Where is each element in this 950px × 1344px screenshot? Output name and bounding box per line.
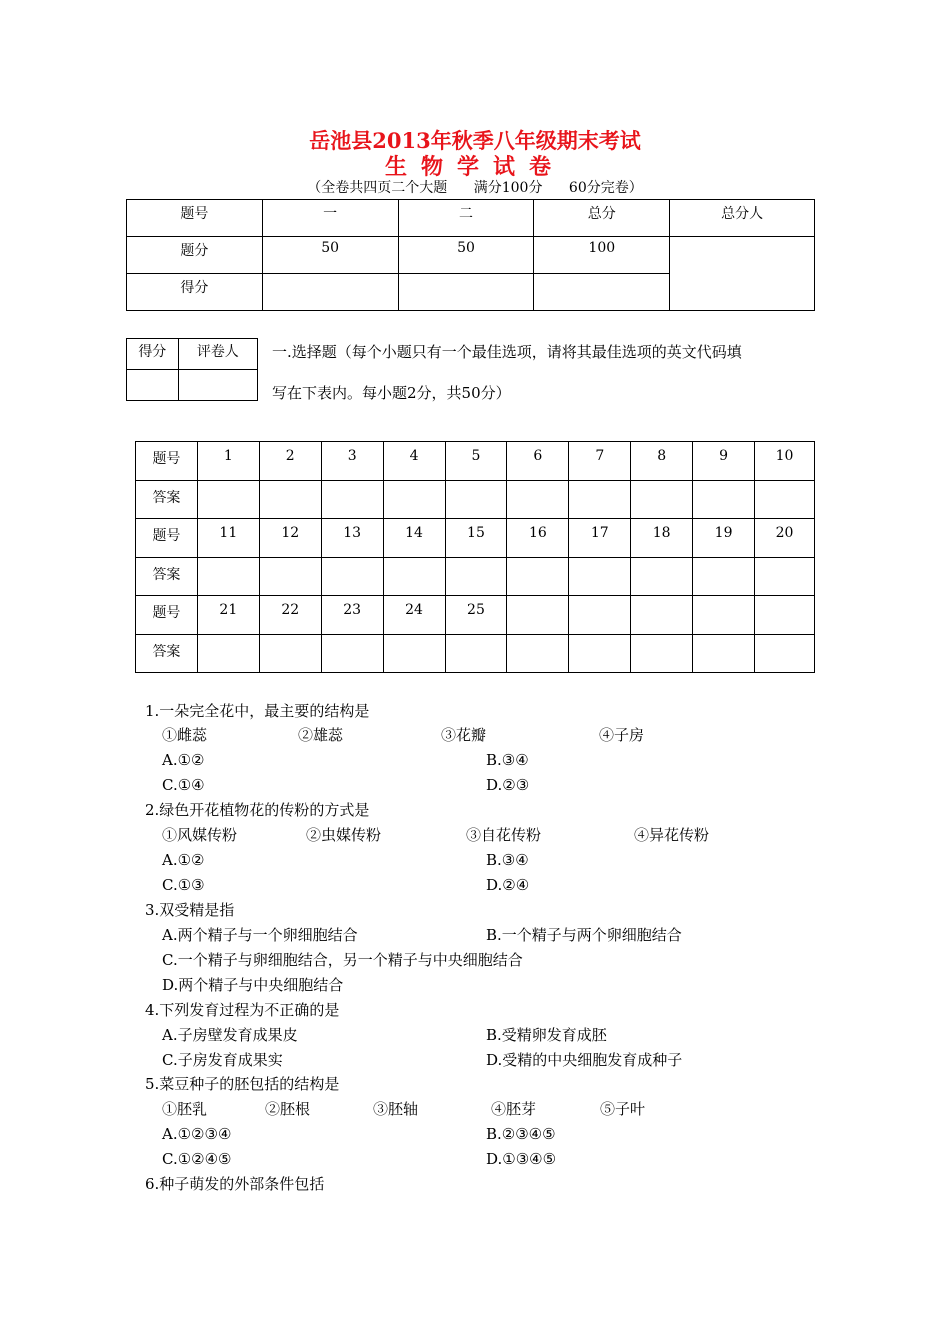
- question-5-stem: 5.菜豆种子的胚包括的结构是: [145, 1075, 340, 1093]
- question-3-stem: 3.双受精是指: [145, 901, 235, 919]
- question-3-option-c[interactable]: C.一个精子与卵细胞结合，另一个精子与中央细胞结合: [162, 951, 523, 969]
- table-cell: 总分人: [670, 200, 815, 237]
- question-5-option-c[interactable]: C.①②④⑤: [162, 1150, 232, 1168]
- answer-cell[interactable]: [569, 557, 631, 596]
- question-number-cell: 20: [755, 519, 815, 558]
- question-3-option-a[interactable]: A.两个精子与一个卵细胞结合: [162, 926, 358, 944]
- exam-subject-title: 生物学试卷: [384, 154, 565, 180]
- exam-title: 岳池县2013年秋季八年级期末考试: [309, 128, 641, 153]
- answer-cell[interactable]: [321, 557, 383, 596]
- question-1-item: ①雌蕊: [162, 726, 208, 744]
- table-row: [136, 519, 815, 558]
- question-4-option-d[interactable]: D.受精的中央细胞发育成种子: [486, 1051, 683, 1069]
- question-number-cell: 3: [321, 442, 383, 481]
- question-4-option-a[interactable]: A.子房壁发育成果皮: [162, 1026, 298, 1044]
- answer-cell[interactable]: [693, 634, 755, 673]
- table-row: [127, 237, 815, 274]
- question-number-cell: 11: [197, 519, 259, 558]
- table-cell: 题号: [127, 200, 263, 237]
- question-2-option-b[interactable]: B.③④: [486, 851, 529, 869]
- question-number-cell: 13: [321, 519, 383, 558]
- table-row: [136, 634, 815, 673]
- grader-table: [126, 338, 258, 401]
- grader-signature-cell[interactable]: [670, 237, 815, 311]
- question-6-stem: 6.种子萌发的外部条件包括: [145, 1175, 325, 1193]
- table-cell: 评卷人: [178, 339, 257, 370]
- answer-cell[interactable]: [445, 480, 507, 519]
- answer-cell[interactable]: [755, 634, 815, 673]
- question-2-option-a[interactable]: A.①②: [162, 851, 205, 869]
- question-number-cell: 18: [631, 519, 693, 558]
- question-2-stem: 2.绿色开花植物花的传粉的方式是: [145, 801, 370, 819]
- question-number-cell: 6: [507, 442, 569, 481]
- table-cell: 总分: [534, 200, 670, 237]
- answer-cell[interactable]: [755, 480, 815, 519]
- answer-cell[interactable]: [259, 557, 321, 596]
- answer-cell[interactable]: [197, 634, 259, 673]
- answer-cell[interactable]: [383, 557, 445, 596]
- question-2-item: ④异花传粉: [634, 826, 710, 844]
- score-cell[interactable]: [127, 370, 179, 401]
- answer-cell[interactable]: [197, 480, 259, 519]
- answer-cell[interactable]: [383, 480, 445, 519]
- question-number-cell: 5: [445, 442, 507, 481]
- question-3-option-d[interactable]: D.两个精子与中央细胞结合: [162, 976, 344, 994]
- question-number-cell: 7: [569, 442, 631, 481]
- question-1-option-b[interactable]: B.③④: [486, 751, 529, 769]
- answer-cell[interactable]: [507, 557, 569, 596]
- answer-cell[interactable]: [569, 634, 631, 673]
- question-1-option-c[interactable]: C.①④: [162, 776, 205, 794]
- question-number-cell: 10: [755, 442, 815, 481]
- question-5-item: ⑤子叶: [600, 1100, 646, 1118]
- question-number-cell: 15: [445, 519, 507, 558]
- table-row: [136, 442, 815, 481]
- question-1-stem: 1.一朵完全花中，最主要的结构是: [145, 702, 370, 720]
- table-cell: 一: [262, 200, 398, 237]
- question-number-cell: [569, 596, 631, 635]
- question-number-cell: 8: [631, 442, 693, 481]
- question-number-cell: 17: [569, 519, 631, 558]
- exam-info-total: 满分100分: [473, 180, 543, 196]
- question-3-option-b[interactable]: B.一个精子与两个卵细胞结合: [486, 926, 682, 944]
- question-5-item: ②胚根: [265, 1100, 311, 1118]
- table-cell: 题分: [127, 237, 263, 274]
- table-row: [136, 596, 815, 635]
- answer-cell[interactable]: [631, 634, 693, 673]
- table-cell: 50: [398, 237, 534, 274]
- answer-cell[interactable]: [259, 480, 321, 519]
- answer-cell[interactable]: [693, 557, 755, 596]
- answer-cell[interactable]: [631, 557, 693, 596]
- question-number-cell: 21: [197, 596, 259, 635]
- question-4-option-c[interactable]: C.子房发育成果实: [162, 1051, 283, 1069]
- answer-cell[interactable]: [321, 480, 383, 519]
- row-label: 题号: [136, 442, 198, 481]
- question-4-stem: 4.下列发育过程为不正确的是: [145, 1001, 340, 1019]
- row-label: 答案: [136, 557, 198, 596]
- question-5-option-d[interactable]: D.①③④⑤: [486, 1150, 557, 1168]
- answer-cell[interactable]: [693, 480, 755, 519]
- question-number-cell: 23: [321, 596, 383, 635]
- question-5-item: ①胚乳: [162, 1100, 208, 1118]
- question-number-cell: [507, 596, 569, 635]
- question-number-cell: [693, 596, 755, 635]
- score-cell[interactable]: [534, 274, 670, 311]
- question-5-option-a[interactable]: A.①②③④: [162, 1125, 232, 1143]
- row-label: 题号: [136, 519, 198, 558]
- table-cell: 二: [398, 200, 534, 237]
- question-number-cell: 1: [197, 442, 259, 481]
- answer-cell[interactable]: [321, 634, 383, 673]
- section-instructions-line2: 写在下表内。每小题2分，共50分）: [272, 384, 511, 402]
- question-1-item: ②雄蕊: [298, 726, 344, 744]
- table-row: [136, 557, 815, 596]
- answer-table: [135, 441, 815, 673]
- question-number-cell: 2: [259, 442, 321, 481]
- answer-cell[interactable]: [631, 480, 693, 519]
- answer-cell[interactable]: [507, 480, 569, 519]
- score-cell[interactable]: [398, 274, 534, 311]
- question-2-option-d[interactable]: D.②④: [486, 876, 530, 894]
- question-5-item: ③胚轴: [373, 1100, 419, 1118]
- question-number-cell: [631, 596, 693, 635]
- answer-cell[interactable]: [569, 480, 631, 519]
- table-row: [127, 370, 258, 401]
- question-number-cell: 22: [259, 596, 321, 635]
- question-1-item: ③花瓣: [441, 726, 487, 744]
- question-number-cell: 4: [383, 442, 445, 481]
- table-row: [127, 339, 258, 370]
- question-number-cell: 24: [383, 596, 445, 635]
- table-cell: 得分: [127, 274, 263, 311]
- answer-cell[interactable]: [755, 557, 815, 596]
- question-number-cell: 19: [693, 519, 755, 558]
- question-5-option-b[interactable]: B.②③④⑤: [486, 1125, 556, 1143]
- question-number-cell: 9: [693, 442, 755, 481]
- row-label: 答案: [136, 634, 198, 673]
- table-cell: 100: [534, 237, 670, 274]
- section-instructions-line1: 一.选择题（每个小题只有一个最佳选项，请将其最佳选项的英文代码填: [272, 343, 742, 361]
- score-cell[interactable]: [262, 274, 398, 311]
- question-number-cell: 14: [383, 519, 445, 558]
- question-number-cell: 16: [507, 519, 569, 558]
- table-cell: 得分: [127, 339, 179, 370]
- answer-cell[interactable]: [383, 634, 445, 673]
- question-4-option-b[interactable]: B.受精卵发育成胚: [486, 1026, 607, 1044]
- question-1-item: ④子房: [599, 726, 645, 744]
- question-5-item: ④胚芽: [491, 1100, 537, 1118]
- question-1-option-a[interactable]: A.①②: [162, 751, 205, 769]
- table-row: [127, 200, 815, 237]
- question-number-cell: [755, 596, 815, 635]
- table-cell: 50: [262, 237, 398, 274]
- question-2-item: ①风媒传粉: [162, 826, 238, 844]
- row-label: 答案: [136, 480, 198, 519]
- answer-cell[interactable]: [507, 634, 569, 673]
- score-summary-table: [126, 199, 815, 311]
- grader-cell[interactable]: [178, 370, 257, 401]
- row-label: 题号: [136, 596, 198, 635]
- answer-cell[interactable]: [197, 557, 259, 596]
- answer-cell[interactable]: [445, 634, 507, 673]
- answer-cell[interactable]: [259, 634, 321, 673]
- question-2-item: ③自花传粉: [466, 826, 542, 844]
- question-number-cell: 25: [445, 596, 507, 635]
- question-2-item: ②虫媒传粉: [306, 826, 382, 844]
- answer-cell[interactable]: [445, 557, 507, 596]
- question-number-cell: 12: [259, 519, 321, 558]
- exam-info: [0, 177, 950, 197]
- exam-info-pages: （全卷共四页二个大题: [307, 180, 448, 196]
- exam-info-time: 60分完卷）: [568, 180, 643, 196]
- table-row: [136, 480, 815, 519]
- question-1-option-d[interactable]: D.②③: [486, 776, 530, 794]
- question-2-option-c[interactable]: C.①③: [162, 876, 205, 894]
